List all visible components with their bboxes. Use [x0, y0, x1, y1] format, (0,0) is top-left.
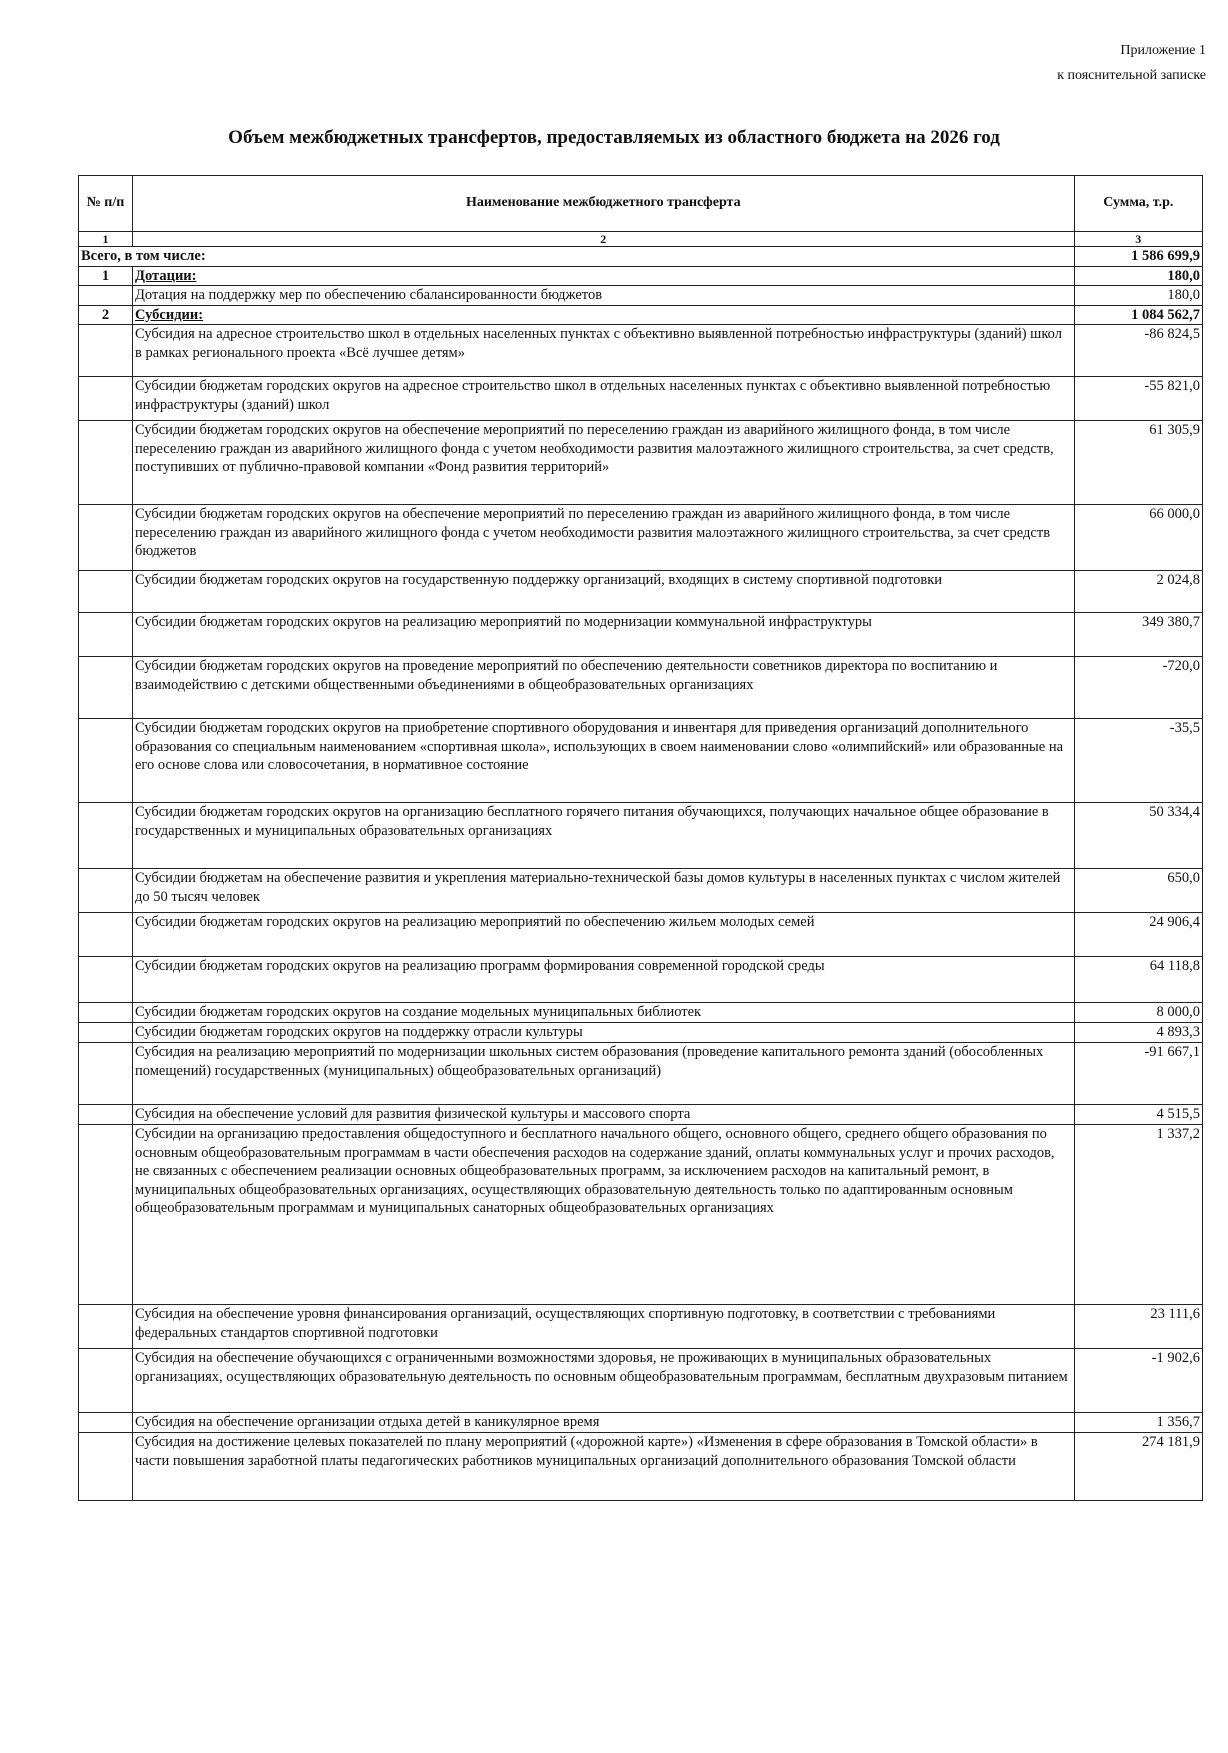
- transfer-name: Субсидии бюджетам городских округов на государственную поддержку организаций, входящих в систему спортивной подготовки: [133, 571, 1075, 613]
- table-row: [79, 1125, 1203, 1305]
- transfer-sum: 1 337,2: [1074, 1125, 1202, 1305]
- row-num-cell: [79, 613, 133, 657]
- transfer-name: Субсидии бюджетам городских округов на поддержку отрасли культуры: [133, 1023, 1075, 1043]
- header-name: Наименование межбюджетного трансферта: [133, 176, 1075, 232]
- row-num-cell: [79, 657, 133, 719]
- table-row: [79, 913, 1203, 957]
- colnum-2: 2: [133, 232, 1075, 247]
- transfer-sum: 180,0: [1074, 286, 1202, 306]
- transfer-sum: 61 305,9: [1074, 421, 1202, 505]
- transfer-name: Субсидия на обеспечение уровня финансирования организаций, осуществляющих спортивную подготовку, в соответствии с требованиями федеральных стандартов спортивной подготовки: [133, 1305, 1075, 1349]
- document-title: Объем межбюджетных трансфертов, предоставляемых из областного бюджета на 2026 год: [228, 127, 1000, 148]
- row-num-cell: [79, 286, 133, 306]
- transfer-name: Субсидии бюджетам городских округов на обеспечение мероприятий по переселению граждан из аварийного жилищного фонда, в том числе переселению граждан из аварийного жилищного фонда с учетом необходимости развития малоэтажного жилищного строительства, за счет средств, поступивших от публично-правовой компании «Фонд развития территорий»: [133, 421, 1075, 505]
- row-num-cell: [79, 1043, 133, 1105]
- row-num-cell: [79, 1105, 133, 1125]
- row-num-cell: [79, 571, 133, 613]
- table-header-row: [79, 176, 1203, 232]
- transfer-name: Субсидия на адресное строительство школ в отдельных населенных пунктах с объективно выявленной потребностью инфраструктуры (зданий) школ в рамках регионального проекта «Всё лучшее детям»: [133, 325, 1075, 377]
- transfer-sum: 4 515,5: [1074, 1105, 1202, 1125]
- table-row: [79, 1023, 1203, 1043]
- table-row: [79, 505, 1203, 571]
- group-num: 2: [79, 305, 133, 325]
- transfer-name: Субсидия на обеспечение обучающихся с ограниченными возможностями здоровья, не проживающих в муниципальных образовательных организациях, осуществляющих образовательную деятельность по основным общеобразовательным программам, бесплатным двухразовым питанием: [133, 1349, 1075, 1413]
- table-row: [79, 1349, 1203, 1413]
- transfer-name: Субсидии бюджетам городских округов на приобретение спортивного оборудования и инвентаря для приведения организаций дополнительного образования со специальным наименованием «спортивная школа», использующих в своем наименовании слово «олимпийский» или образованные на его основе слова или словосочетания, в нормативное состояние: [133, 719, 1075, 803]
- table-row: [79, 1043, 1203, 1105]
- header-num: № п/п: [79, 176, 133, 232]
- colnum-3: 3: [1074, 232, 1202, 247]
- transfer-sum: 66 000,0: [1074, 505, 1202, 571]
- transfers-table: [78, 175, 1203, 1501]
- row-num-cell: [79, 1413, 133, 1433]
- transfer-sum: -35,5: [1074, 719, 1202, 803]
- row-num-cell: [79, 325, 133, 377]
- transfer-sum: 8 000,0: [1074, 1003, 1202, 1023]
- transfer-sum: 4 893,3: [1074, 1023, 1202, 1043]
- transfer-name: Субсидия на достижение целевых показателей по плану мероприятий («дорожной карте») «Изменения в сфере образования в Томской области» в части повышения заработной платы педагогических работников муниципальных организаций дополнительного образования Томской области: [133, 1433, 1075, 1501]
- row-num-cell: [79, 1349, 133, 1413]
- transfer-name: Субсидии бюджетам городских округов на реализацию мероприятий по обеспечению жильем молодых семей: [133, 913, 1075, 957]
- transfer-sum: 1 356,7: [1074, 1413, 1202, 1433]
- transfer-name: Субсидии на организацию предоставления общедоступного и бесплатного начального общего, основного общего, среднего общего образования по основным общеобразовательным программам в части обеспечения расходов на содержание зданий, оплаты коммунальных услуг и прочих расходов, не связанных с обеспечением реализации основных общеобразовательных программ, за исключением расходов на капитальный ремонт, в муниципальных общеобразовательных организациях, осуществляющих образовательную деятельность только по адаптированным основным общеобразовательным программам и муниципальных санаторных общеобразовательных организациях: [133, 1125, 1075, 1305]
- group-num: 1: [79, 266, 133, 286]
- group-name: Дотации:: [133, 266, 1075, 286]
- row-num-cell: [79, 913, 133, 957]
- transfer-name: Субсидии бюджетам на обеспечение развития и укрепления материально-технической базы домов культуры в населенных пунктах с числом жителей до 50 тысяч человек: [133, 869, 1075, 913]
- table-row: [79, 1105, 1203, 1125]
- total-row: [79, 247, 1203, 267]
- transfer-name: Субсидия на реализацию мероприятий по модернизации школьных систем образования (проведение капитального ремонта зданий (обособленных помещений) государственных (муниципальных) общеобразовательных организаций): [133, 1043, 1075, 1105]
- transfer-sum: 349 380,7: [1074, 613, 1202, 657]
- row-num-cell: [79, 1125, 133, 1305]
- appendix-number: Приложение 1: [1120, 43, 1206, 58]
- table-row: [79, 421, 1203, 505]
- group-subsidies-row: [79, 305, 1203, 325]
- table-row: [79, 957, 1203, 1003]
- transfer-name: Субсидии бюджетам городских округов на проведение мероприятий по обеспечению деятельности советников директора по воспитанию и взаимодействию с детскими общественными объединениями в общеобразовательных организациях: [133, 657, 1075, 719]
- transfer-name: Субсидии бюджетам городских округов на реализацию программ формирования современной городской среды: [133, 957, 1075, 1003]
- transfer-sum: 2 024,8: [1074, 571, 1202, 613]
- transfer-name: Субсидии бюджетам городских округов на реализацию мероприятий по модернизации коммунальной инфраструктуры: [133, 613, 1075, 657]
- row-num-cell: [79, 1433, 133, 1501]
- transfer-sum: 24 906,4: [1074, 913, 1202, 957]
- row-num-cell: [79, 803, 133, 869]
- transfer-name: Субсидии бюджетам городских округов на обеспечение мероприятий по переселению граждан из аварийного жилищного фонда, в том числе переселению граждан из аварийного жилищного фонда с учетом необходимости развития малоэтажного жилищного строительства, за счет средств бюджетов: [133, 505, 1075, 571]
- transfer-sum: -91 667,1: [1074, 1043, 1202, 1105]
- colnum-1: 1: [79, 232, 133, 247]
- transfer-name: Субсидии бюджетам городских округов на адресное строительство школ в отдельных населенных пунктах с объективно выявленной потребностью инфраструктуры (зданий) школ: [133, 377, 1075, 421]
- appendix-reference: к пояснительной записке: [1057, 68, 1206, 83]
- group-name: Субсидии:: [133, 305, 1075, 325]
- group-sum: 180,0: [1074, 266, 1202, 286]
- table-row: [79, 377, 1203, 421]
- table-row: [79, 286, 1203, 306]
- transfer-name: Субсидии бюджетам городских округов на создание модельных муниципальных библиотек: [133, 1003, 1075, 1023]
- transfer-sum: 64 118,8: [1074, 957, 1202, 1003]
- row-num-cell: [79, 719, 133, 803]
- transfer-sum: -1 902,6: [1074, 1349, 1202, 1413]
- column-number-row: [79, 232, 1203, 247]
- header-sum: Сумма, т.р.: [1074, 176, 1202, 232]
- transfer-sum: -86 824,5: [1074, 325, 1202, 377]
- row-num-cell: [79, 1003, 133, 1023]
- transfer-name: Субсидии бюджетам городских округов на организацию бесплатного горячего питания обучающихся, получающих начальное общее образование в государственных и муниципальных образовательных организациях: [133, 803, 1075, 869]
- table-row: [79, 613, 1203, 657]
- row-num-cell: [79, 421, 133, 505]
- table-row: [79, 325, 1203, 377]
- table-row: [79, 1433, 1203, 1501]
- table-row: [79, 657, 1203, 719]
- appendix-note: [1057, 38, 1206, 88]
- row-num-cell: [79, 1305, 133, 1349]
- row-num-cell: [79, 1023, 133, 1043]
- transfer-sum: 274 181,9: [1074, 1433, 1202, 1501]
- transfer-name: Субсидия на обеспечение организации отдыха детей в каникулярное время: [133, 1413, 1075, 1433]
- group-dotations-row: [79, 266, 1203, 286]
- transfer-sum: 50 334,4: [1074, 803, 1202, 869]
- row-num-cell: [79, 957, 133, 1003]
- table-row: [79, 1305, 1203, 1349]
- transfer-name: Субсидия на обеспечение условий для развития физической культуры и массового спорта: [133, 1105, 1075, 1125]
- row-num-cell: [79, 869, 133, 913]
- table-row: [79, 1413, 1203, 1433]
- table-row: [79, 1003, 1203, 1023]
- transfer-sum: 23 111,6: [1074, 1305, 1202, 1349]
- table-row: [79, 869, 1203, 913]
- table-row: [79, 719, 1203, 803]
- group-sum: 1 084 562,7: [1074, 305, 1202, 325]
- transfer-sum: 650,0: [1074, 869, 1202, 913]
- table-row: [79, 571, 1203, 613]
- transfer-sum: -55 821,0: [1074, 377, 1202, 421]
- transfer-sum: -720,0: [1074, 657, 1202, 719]
- total-label: Всего, в том числе:: [79, 247, 1075, 267]
- total-sum: 1 586 699,9: [1074, 247, 1202, 267]
- table-row: [79, 803, 1203, 869]
- row-num-cell: [79, 377, 133, 421]
- row-num-cell: [79, 505, 133, 571]
- transfer-name: Дотация на поддержку мер по обеспечению сбалансированности бюджетов: [133, 286, 1075, 306]
